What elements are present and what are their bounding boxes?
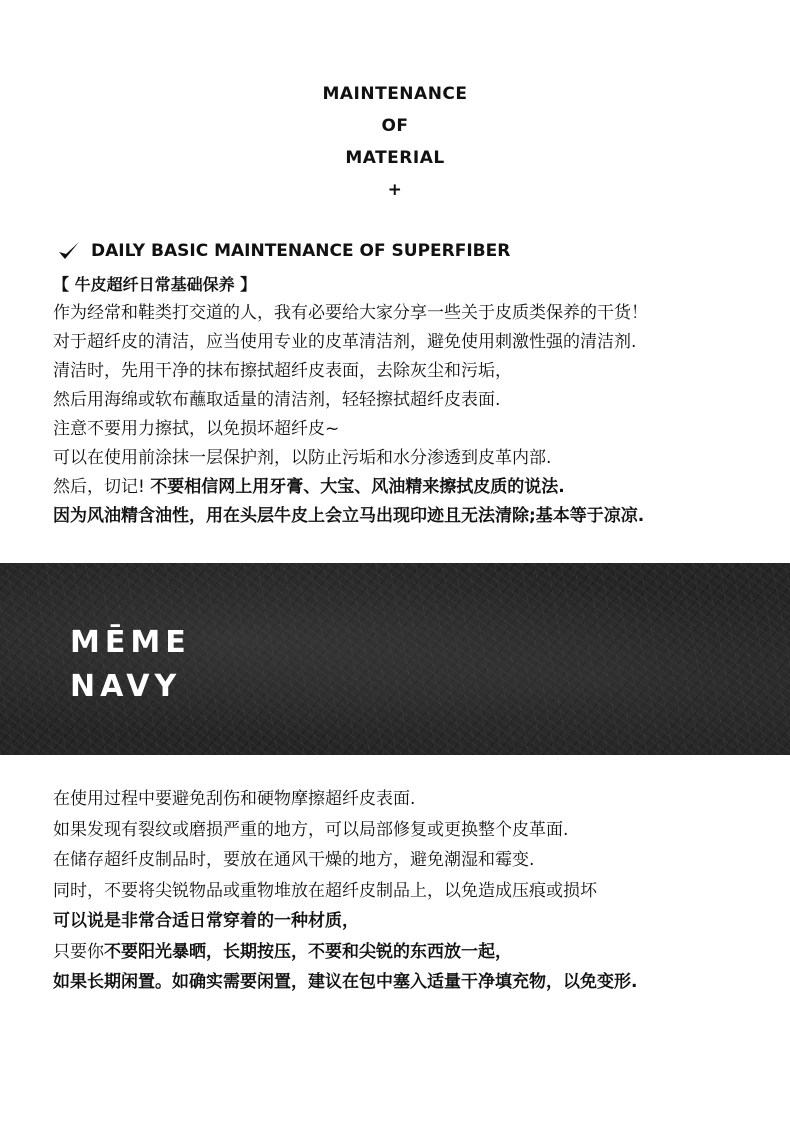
care-line: 在使用过程中要避免刮伤和硬物摩擦超纤皮表面. (53, 789, 416, 809)
title-line-2: OF (381, 116, 409, 136)
title-plus: + (387, 180, 403, 200)
leather-banner (0, 563, 790, 755)
care-line-mixed (53, 937, 773, 968)
care-line-prefix: 只要你 (53, 941, 104, 962)
intro-paragraph (53, 270, 773, 531)
warning-line (53, 473, 773, 502)
intro-line: 清洁时，先用干净的抹布擦拭超纤皮表面，去除灰尘和污垢， (53, 361, 512, 381)
section-heading-text: DAILY BASIC MAINTENANCE OF SUPERFIBER (91, 241, 511, 261)
page-title (0, 82, 790, 210)
intro-subtitle: 【 牛皮超纤日常基础保养 】 (53, 275, 257, 294)
care-paragraph (53, 784, 773, 998)
intro-line: 注意不要用力擦拭，以免损坏超纤皮~ (53, 419, 340, 439)
title-line-1: MAINTENANCE (322, 84, 468, 104)
reason-line: 因为风油精含油性，用在头层牛皮上会立马出现印迹且无法清除;基本等于凉凉. (53, 506, 645, 526)
brand-logo (70, 621, 191, 709)
care-line: 如果发现有裂纹或磨损严重的地方，可以局部修复或更换整个皮革面. (53, 819, 569, 840)
intro-line: 对于超纤皮的清洁，应当使用专业的皮革清洁剂，避免使用刺激性强的清洁剂. (53, 332, 637, 352)
care-line: 同时，不要将尖锐物品或重物堆放在超纤皮制品上，以免造成压痕或损坏 (53, 880, 597, 901)
section-heading (57, 240, 510, 262)
intro-line: 然后用海绵或软布蘸取适量的清洁剂，轻轻擦拭超纤皮表面. (53, 390, 501, 410)
logo-line-1: MĒME (70, 625, 191, 660)
logo-line-2: NAVY (70, 669, 182, 704)
care-line-bold: 不要阳光暴晒，长期按压，不要和尖锐的东西放一起， (104, 941, 512, 962)
care-bold-line: 可以说是非常合适日常穿着的一种材质， (53, 911, 359, 931)
warning-prefix: 然后，切记! (53, 477, 151, 497)
care-line: 在储存超纤皮制品时，要放在通风干燥的地方，避免潮湿和霉变. (53, 850, 535, 870)
title-line-3: MATERIAL (345, 148, 445, 168)
care-bold-line: 如果长期闲置。如确实需要闲置，建议在包中塞入适量干净填充物，以免变形. (53, 972, 638, 992)
checkmark-icon (57, 240, 81, 262)
warning-bold: 不要相信网上用牙膏、大宝、风油精来擦拭皮质的说法. (150, 477, 565, 497)
intro-line: 可以在使用前涂抹一层保护剂，以防止污垢和水分渗透到皮革内部. (53, 448, 552, 468)
intro-line: 作为经常和鞋类打交道的人，我有必要给大家分享一些关于皮质类保养的干货！ (53, 303, 648, 323)
